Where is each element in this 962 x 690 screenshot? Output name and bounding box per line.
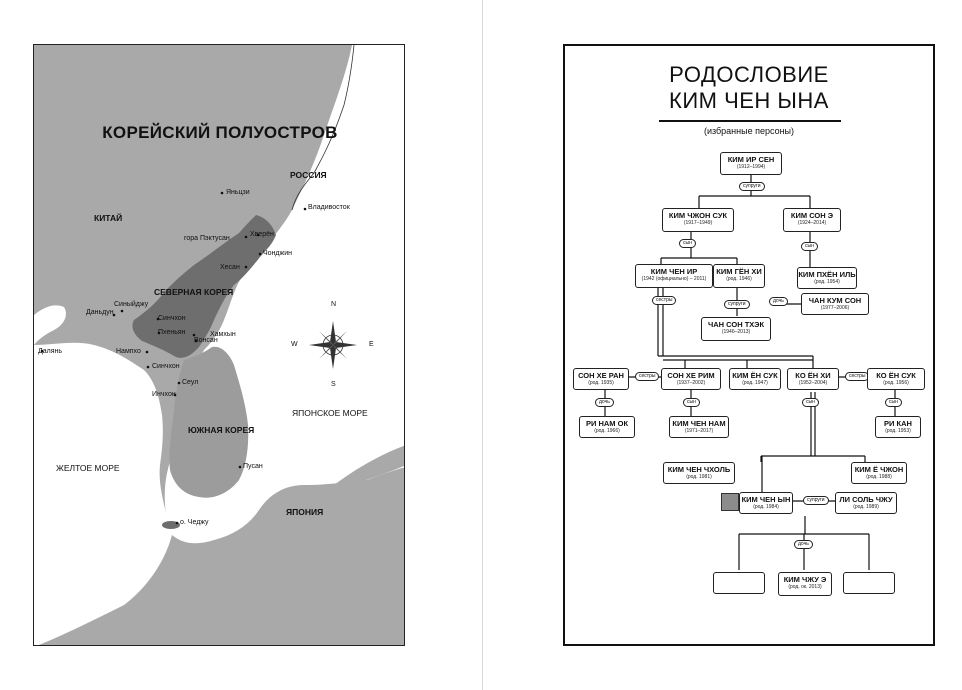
compass-s-label: S [331,381,336,388]
place-label: Синчхон [158,315,186,322]
person-name: КИМ ГЁН ХИ [716,267,762,276]
place-label: Даньдун [86,309,114,316]
person-kim-yo-jong [851,462,907,484]
person-dates: (1937–2002) [676,380,706,386]
relation-badge: дочь [595,398,614,407]
person-name: КИМ ЁН СУК [732,371,778,380]
sea-label-yellow: ЖЕЛТОЕ МОРЕ [56,463,120,473]
child-unknown-2 [843,572,895,594]
person-jang-song-taek [701,317,771,341]
place-label: Синчхон [152,363,180,370]
place-label: Нампхо [116,348,141,355]
person-dates: (род. 1954) [814,279,840,285]
place-label: гора Пэктусан [184,235,230,242]
place-label: Синыйджу [114,301,149,308]
kim-jong-un-photo [721,493,739,511]
country-label-south-korea: ЮЖНАЯ КОРЕЯ [188,425,255,435]
person-dates: (род. 1989) [853,504,879,510]
compass-w-label: W [291,341,298,348]
person-song-hye-rim [661,368,721,390]
place-label: Далянь [38,348,63,355]
place-label: Хесан [220,264,240,271]
person-name: СОН ХЕ РИМ [667,371,715,380]
person-dates: (род. 1947) [742,380,768,386]
person-kim-yong-suk [729,368,781,390]
map-title: КОРЕЙСКИЙ ПОЛУОСТРОВ [102,123,338,142]
relation-badge: супруги [739,182,765,191]
person-dates: (род. 1966) [594,428,620,434]
country-label-china: КИТАЙ [94,213,123,223]
compass-n-label: N [331,301,337,308]
place-label: Владивосток [308,204,350,211]
person-name: ЧАН КУМ СОН [808,296,862,305]
person-dates: (род. 1953) [885,428,911,434]
relation-badge: дочь [794,540,813,549]
person-name: КИМ ЧЕН НАМ [672,419,726,428]
person-kim-song-ae [783,208,841,232]
place-label: Инчхон [152,391,176,398]
family-tree [563,44,935,646]
person-kim-jong-chol [663,462,735,484]
relation-badge: супруги [803,496,829,505]
person-kim-jong-suk [662,208,734,232]
person-name: КИМ Ё ЧЖОН [854,465,904,474]
person-kim-jong-nam [669,416,729,438]
person-ri-gang [875,416,921,438]
person-name: КИМ ЧЖОН СУК [668,211,728,220]
tree-title-line2: КИМ ЧЕН ЫНА [669,88,829,113]
place-label: Вонсан [194,337,218,344]
place-label: Чонджин [263,250,292,257]
person-kim-jong-un [739,492,793,514]
person-name: КИМ ЧЕН ЧХОЛЬ [667,465,731,474]
person-kim-kyong-hui [713,264,765,288]
person-ri-sol-ju [835,492,897,514]
person-name: КИМ СОН Э [790,211,834,220]
relation-badge: сын [679,239,696,248]
person-dates: (род. 1984) [753,504,779,510]
child-unknown-1 [713,572,765,594]
person-dates: (1977–2006) [820,305,850,311]
person-name: КО ЁН ХИ [795,371,831,380]
person-dates: (1946–2013) [721,329,751,335]
korean-peninsula-map [33,44,405,646]
person-kim-jong-il [635,264,713,288]
person-name: КИМ ЧЕН ИР [650,267,698,276]
country-label-japan: ЯПОНИЯ [286,507,324,517]
person-song-hye-rang [573,368,629,390]
place-label: Хверён [250,231,274,238]
relation-badge: сын [801,242,818,251]
relation-badge: супруги [724,300,750,309]
person-name: КИМ ИР СЕН [727,155,775,164]
person-kim-pyong-il [797,267,857,289]
relation-badge: сестры [652,296,676,305]
person-name: КИМ ПХЁН ИЛЬ [798,270,856,279]
person-ri-nam-ok [579,416,635,438]
person-dates: (род. ок. 2013) [788,584,822,590]
person-dates: (род. 1956) [883,380,909,386]
tree-connectors [565,46,933,644]
person-name: ЛИ СОЛЬ ЧЖУ [839,495,893,504]
person-dates: (род. 1946) [726,276,752,282]
place-label: Яньцзи [226,189,250,196]
relation-badge: сестры [845,372,869,381]
compass-e-label: E [369,341,374,348]
person-name: ЧАН СОН ТХЭК [707,320,765,329]
relation-badge: сын [885,398,902,407]
tree-title-line1: РОДОСЛОВИЕ [669,62,829,87]
relation-badge: сын [802,398,819,407]
relation-badge: дочь [769,297,788,306]
person-name: РИ КАН [884,419,912,428]
person-name: КО ЁН СУК [876,371,916,380]
relation-badge: сын [683,398,700,407]
person-dates: (1942 (официально) – 2011) [641,276,707,282]
country-label-north-korea: СЕВЕРНАЯ КОРЕЯ [154,287,234,297]
place-label: Сеул [182,379,199,386]
person-ko-yong-hui [787,368,839,390]
person-dates: (род. 1988) [866,474,892,480]
person-name: КИМ ЧЖУ Э [783,575,827,584]
person-dates: (1971–2017) [684,428,714,434]
sea-label-japan: ЯПОНСКОЕ МОРЕ [292,408,368,418]
person-jang-kum-song [801,293,869,315]
person-dates: (1952–2004) [798,380,828,386]
person-ko-yong-suk [867,368,925,390]
person-kim-il-sung [720,152,782,175]
place-label: Пхеньян [158,329,186,336]
tree-subtitle: (избранные персоны) [703,126,795,136]
person-dates: (род. 1935) [588,380,614,386]
relation-badge: сестры [635,372,659,381]
place-label: Пусан [243,463,263,470]
book-spine [482,0,483,690]
person-dates: (род. 1981) [686,474,712,480]
person-name: КИМ ЧЕН ЫН [741,495,791,504]
place-label: Хамхын [210,331,236,338]
place-label: о. Чеджу [180,519,209,526]
country-label-russia: РОССИЯ [290,170,327,180]
person-dates: (1912–1994) [736,164,766,170]
person-dates: (1917–1949) [683,220,713,226]
person-kim-ju-ae [778,572,832,596]
person-dates: (1924–2014) [797,220,827,226]
person-name: СОН ХЕ РАН [578,371,624,380]
person-name: РИ НАМ ОК [585,419,629,428]
